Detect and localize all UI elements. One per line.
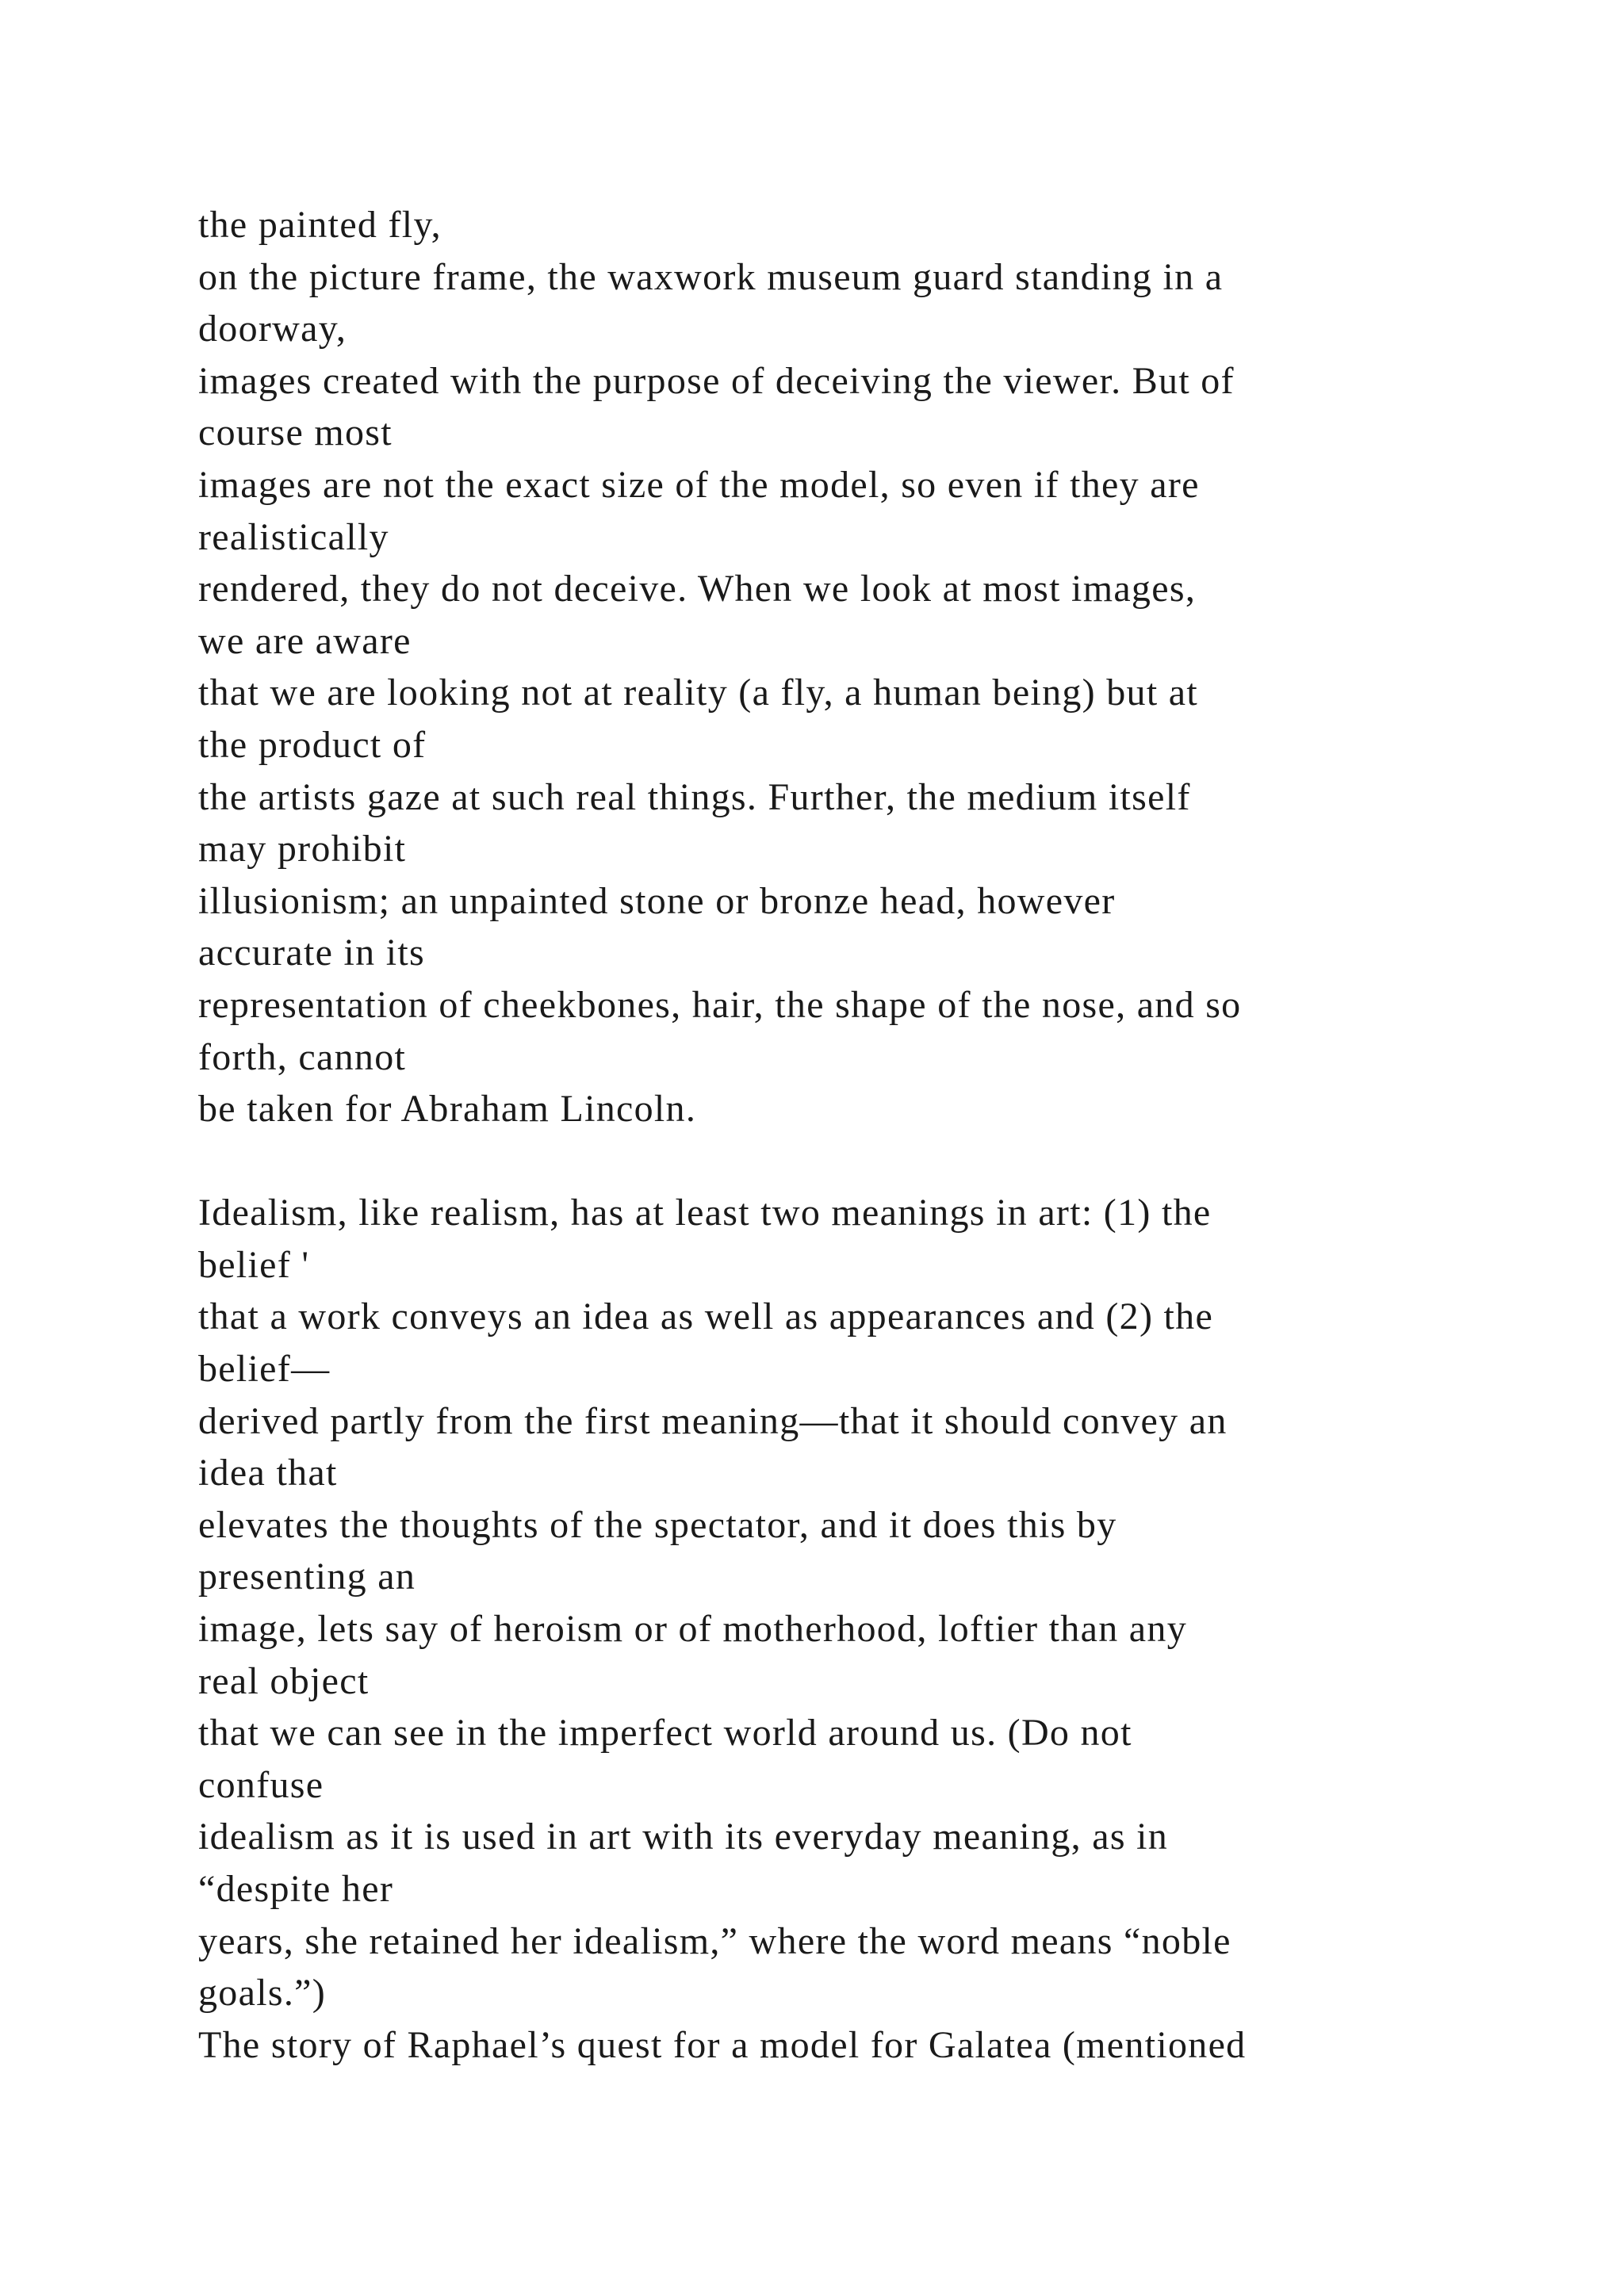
text-line: real object <box>198 1659 370 1702</box>
text-line: the painted fly, <box>198 204 442 246</box>
text-line: be taken for Abraham Lincoln. <box>198 1088 697 1131</box>
text-line: images created with the purpose of deceiving the viewer. But of <box>198 359 1235 402</box>
text-line: Idealism, like realism, has at least two meanings in art: (1) the <box>198 1192 1212 1234</box>
text-line: may prohibit <box>198 828 407 871</box>
text-line: idea that <box>198 1452 338 1494</box>
text-line: accurate in its <box>198 932 426 974</box>
text-line: “despite her <box>198 1868 394 1910</box>
paragraph-break <box>198 1135 1610 1188</box>
text-line: image, lets say of heroism or of motherhood, loftier than any <box>198 1608 1188 1651</box>
text-line: that we can see in the imperfect world around us. (Do not <box>198 1712 1132 1755</box>
text-line: rendered, they do not deceive. When we look at most images, <box>198 568 1197 610</box>
text-line: elevates the thoughts of the spectator, and it does this by <box>198 1503 1117 1546</box>
text-line: idealism as it is used in art with its everyday meaning, as in <box>198 1816 1169 1858</box>
text-line: realistically <box>198 515 389 558</box>
text-line: illusionism; an unpainted stone or bronze head, however <box>198 879 1116 922</box>
text-line: course most <box>198 411 393 454</box>
text-line: we are aware <box>198 619 412 662</box>
text-line: goals.”) <box>198 1972 327 2015</box>
text-line: The story of Raphael’s quest for a model for Galatea (mentioned <box>198 2023 1247 2066</box>
text-line: images are not the exact size of the model, so even if they are <box>198 463 1200 506</box>
text-line: that a work conveys an idea as well as appearances and (2) the <box>198 1295 1214 1338</box>
text-line: belief— <box>198 1348 331 1391</box>
text-line: that we are looking not at reality (a fly, a human being) but at <box>198 672 1199 714</box>
text-line: the product of <box>198 723 427 766</box>
text-line: the artists gaze at such real things. Further, the medium itself <box>198 775 1191 818</box>
text-line: belief ' <box>198 1243 310 1286</box>
text-line: years, she retained her idealism,” where the word means “noble <box>198 1919 1231 1962</box>
text-line: presenting an <box>198 1556 416 1598</box>
text-line: derived partly from the first meaning—that it should convey an <box>198 1399 1228 1442</box>
text-line: forth, cannot <box>198 1035 407 1078</box>
text-line: doorway, <box>198 308 347 350</box>
body-text <box>198 199 1610 2071</box>
text-line: confuse <box>198 1763 324 1806</box>
text-line: on the picture frame, the waxwork museum guard standing in a <box>198 255 1224 298</box>
text-line: representation of cheekbones, hair, the shape of the nose, and so <box>198 983 1242 1026</box>
